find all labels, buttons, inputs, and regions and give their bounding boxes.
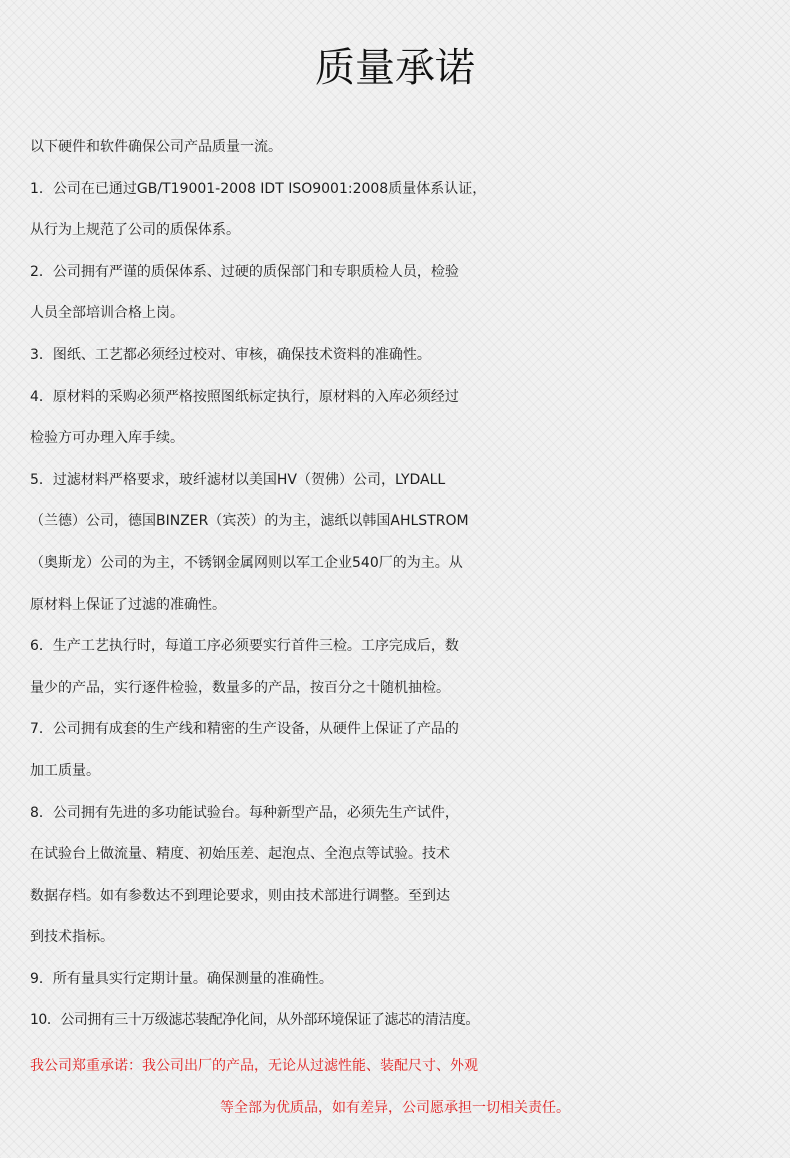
item-1-line-2: 从行为上规范了公司的质保体系。 (30, 222, 240, 239)
item-3-line-1: 3．图纸、工艺都必须经过校对、审核，确保技术资料的准确性。 (30, 346, 431, 363)
promise-line-1: 我公司郑重承诺：我公司出厂的产品，无论从过滤性能、装配尺寸、外观 (30, 1058, 478, 1074)
item-5-line-3: （奥斯龙）公司的为主，不锈钢金属网则以军工企业540厂的为主。从 (30, 554, 463, 571)
item-8-line-2: 在试验台上做流量、精度、初始压差、起泡点、全泡点等试验。技术 (30, 846, 450, 863)
intro-line: 以下硬件和软件确保公司产品质量一流。 (30, 139, 282, 155)
item-8-line-3: 数据存档。如有参数达不到理论要求，则由技术部进行调整。至到达 (30, 887, 450, 904)
item-8-line-4: 到技术指标。 (30, 929, 114, 946)
item-2-line-1: 2．公司拥有严谨的质保体系、过硬的质保部门和专职质检人员，检验 (30, 263, 459, 280)
item-1-line-1: 1．公司在已通过GB/T19001-2008 IDT ISO9001:2008质量体系认证， (30, 180, 487, 197)
item-6-line-1: 6．生产工艺执行时，每道工序必须要实行首件三检。工序完成后，数 (30, 638, 459, 655)
item-4-line-2: 检验方可办理入库手续。 (30, 430, 184, 447)
item-9-line-1: 9．所有量具实行定期计量。确保测量的准确性。 (30, 970, 333, 987)
item-5-line-1: 5．过滤材料严格要求，玻纤滤材以美国HV（贺佛）公司，LYDALL (30, 471, 446, 488)
item-2-line-2: 人员全部培训合格上岗。 (30, 305, 184, 322)
item-7-line-2: 加工质量。 (30, 762, 100, 779)
item-7-line-1: 7．公司拥有成套的生产线和精密的生产设备，从硬件上保证了产品的 (30, 721, 459, 738)
item-4-line-1: 4．原材料的采购必须严格按照图纸标定执行，原材料的入库必须经过 (30, 388, 459, 405)
commitment-list (30, 127, 790, 1042)
item-5-line-4: 原材料上保证了过滤的准确性。 (30, 596, 226, 613)
solemn-promise (0, 1045, 790, 1129)
item-10-line-1: 10．公司拥有三十万级滤芯装配净化间，从外部环境保证了滤芯的清洁度。 (30, 1012, 479, 1029)
item-8-line-1: 8．公司拥有先进的多功能试验台。每种新型产品，必须先生产试件， (30, 804, 459, 821)
promise-line-2: 等全部为优质品，如有差异，公司愿承担一切相关责任。 (220, 1100, 570, 1116)
item-6-line-2: 量少的产品，实行逐件检验，数量多的产品，按百分之十随机抽检。 (30, 679, 450, 696)
page-title: 质量承诺 (315, 45, 475, 91)
item-5-line-2: （兰德）公司，德国BINZER（宾茨）的为主，滤纸以韩国AHLSTROM (30, 513, 469, 530)
